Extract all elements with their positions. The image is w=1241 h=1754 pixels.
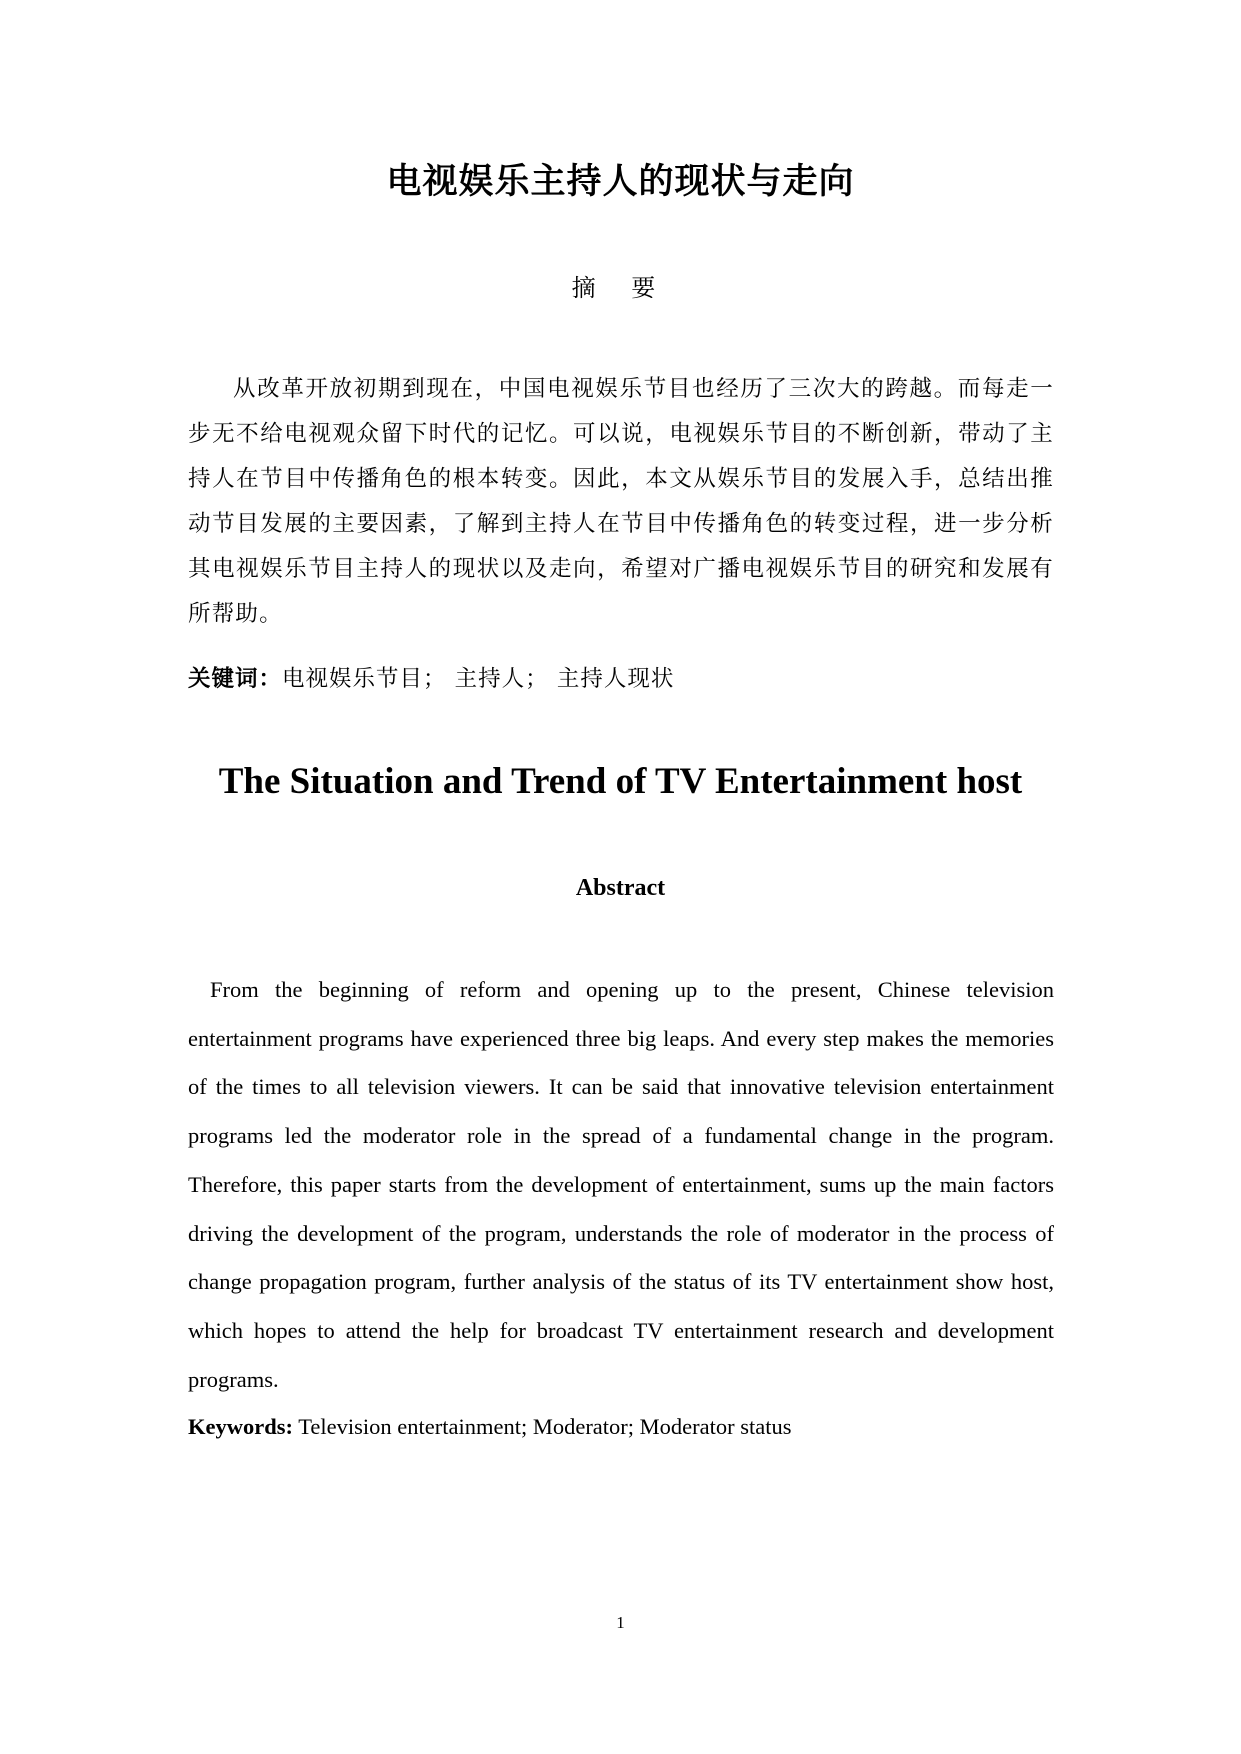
chinese-keywords-label: 关键词： [188,666,283,692]
chinese-keywords [188,659,1054,699]
english-abstract-body: From the beginning of reform and opening up to the present, Chinese television entertainment programs have experienced three big leaps. And every step makes the memories of the times to all television viewers. It can be said that innovative television entertainment programs led the moderator role in the spread of a fundamental change in the program. Therefore, this paper starts from the development of entertainment, sums up the main factors driving the development of the program, understands the role of moderator in the process of change propagation program, further analysis of the status of its TV entertainment show host, which hopes to attend the help for broadcast TV entertainment research and development programs. [188,977,1054,1392]
english-keywords-label: Keywords: [188,1414,293,1439]
chinese-keywords-text: 电视娱乐节目； 主持人； 主持人现状 [282,666,675,692]
chinese-abstract-body: 从改革开放初期到现在，中国电视娱乐节目也经历了三次大的跨越。而每走一步无不给电视观众留下时代的记忆。可以说，电视娱乐节目的不断创新，带动了主持人在节目中传播角色的根本转变。因此，本文从娱乐节目的发展入手，总结出推动节目发展的主要因素，了解到主持人在节目中传播角色的转变过程，进一步分析其电视娱乐节目主持人的现状以及走向，希望对广播电视娱乐节目的研究和发展有所帮助。 [188,376,1054,627]
chinese-title: 电视娱乐主持人的现状与走向 [386,161,855,202]
english-abstract-heading: Abstract [575,875,666,901]
english-keywords [188,1407,1054,1447]
english-title: The Situation and Trend of TV Entertainment host [218,761,1023,802]
chinese-abstract-heading-text: 摘 要 [571,274,670,302]
chinese-abstract-heading [0,270,1241,306]
english-keywords-text: Television entertainment; Moderator; Moderator status [293,1414,792,1439]
page-number: 1 [616,1613,625,1632]
